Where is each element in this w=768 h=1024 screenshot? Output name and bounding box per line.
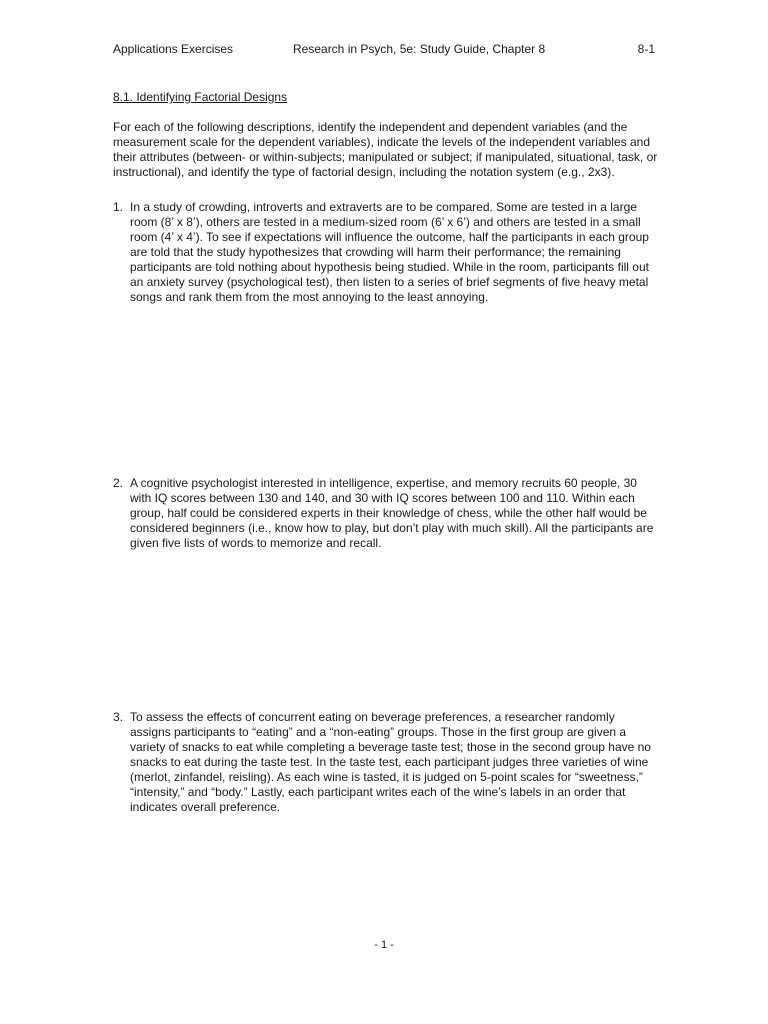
exercise-item-3	[113, 710, 658, 815]
exercise-item-2	[113, 476, 658, 551]
header-book-title: Research in Psych, 5e: Study Guide, Chapter 8	[293, 42, 546, 56]
section-title: 8.1. Identifying Factorial Designs	[113, 90, 288, 104]
exercise-text: To assess the effects of concurrent eating on beverage preferences, a researcher randomly assigns participants to “eating” and a “non-eating” groups. Those in the first group are given a variety of snacks to eat while completing a beverage taste test; those in the second group have no snacks to eat during the taste test. In the taste test, each participant judges three varieties of wine (merlot, zinfandel, reisling). As each wine is tasted, it is judged on 5-point scales for “sweetness,” “intensity,” and “body.” Lastly, each participant writes each of the wine’s labels in an order that indicates overall preference.	[130, 710, 651, 814]
exercise-text: A cognitive psychologist interested in intelligence, expertise, and memory recruits 60 people, 30 with IQ scores between 130 and 140, and 30 with IQ scores between 100 and 110. Within each group, half could be considered experts in their knowledge of chess, while the other half would be considered beginners (i.e., know how to play, but don’t play with much skill). All the participants are given five lists of words to memorize and recall.	[130, 476, 654, 550]
page-number: - 1 -	[374, 939, 394, 951]
page-header	[113, 42, 655, 58]
header-page-code: 8-1	[637, 42, 655, 56]
header-course-label: Applications Exercises	[113, 42, 234, 56]
exercise-number: 2.	[113, 476, 124, 490]
exercise-text: In a study of crowding, introverts and extraverts are to be compared. Some are tested in a large room (8’ x 8’), others are tested in a medium-sized room (6’ x 6’) and others are tested in a small room (4’ x 4’). To see if expectations will influence the outcome, half the participants in each group are told that the study hypothesizes that crowding will harm their performance; the remaining participants are told nothing about hypothesis being studied. While in the room, participants fill out an anxiety survey (psychological test), then listen to a series of brief segments of five heavy metal songs and rank them from the most annoying to the least annoying.	[130, 200, 649, 304]
exercise-number: 1.	[113, 200, 124, 214]
exercise-item-1	[113, 200, 658, 305]
exercise-number: 3.	[113, 710, 124, 724]
section-intro: For each of the following descriptions, identify the independent and dependent variables (and the measurement scale for the dependent variables), indicate the levels of the independent variables and their attributes (between- or within-subjects; manipulated or subject; if manipulated, situational, task, or instructional), and identify the type of factorial design, including the notation system (e.g., 2x3).	[113, 120, 658, 179]
